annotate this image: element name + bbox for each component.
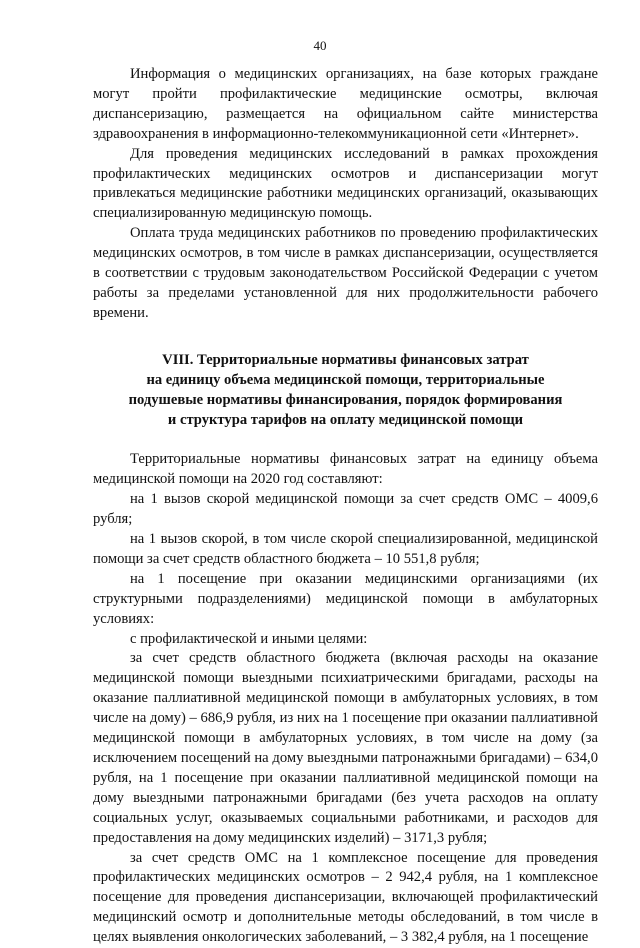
intro-paragraph-1: Информация о медицинских организациях, на базе которых граждане могут пройти профилактические медицинские осмотры, включая диспансеризацию, размещается на официальном сайте министерства здравоохранения в информационно-телекоммуникационной сети «Интернет». — [93, 66, 598, 142]
body-paragraph-6: за счет средств областного бюджета (включая расходы на оказание медицинской помощи выездными психиатрическими бригадами, расходы на оказание паллиативной медицинской помощи в амбулаторных условиях, в том числе на дому) – 686,9 рубля, из них на 1 посещение при оказании паллиативной медицинской помощи в амбулаторных условиях, в том числе на дому (за исключением посещений на дому выездными патронажными бригадами) – 634,0 рубля, на 1 посещение при оказании паллиативной медицинской помощи на дому выездными патронажными бригадами (без учета расходов на оплату социальных услуг, оказываемых социальными работниками, и расходов для предоставления на дому медицинских изделий) – 3171,3 рубля; — [93, 650, 598, 846]
body-paragraph-4: на 1 посещение при оказании медицинскими организациями (их структурными подразделениями) медицинской помощи в амбулаторных условиях: — [93, 570, 598, 627]
intro-paragraph-2: Для проведения медицинских исследований в рамках прохождения профилактических медицинских осмотров и диспансеризации могут привлекаться медицинские работники медицинских организаций, оказывающих специализированную медицинскую помощь. — [93, 145, 598, 222]
intro-paragraph-3: Оплата труда медицинских работников по проведению профилактических медицинских осмотров, в том числе в рамках диспансеризации, осуществляется в соответствии с трудовым законодательством Российской Федерации с учетом работы за пределами установленной для них продолжительности рабочего времени. — [93, 225, 598, 321]
section-heading-line-3: подушевые нормативы финансирования, порядок формирования — [128, 391, 563, 408]
document-body — [93, 65, 598, 948]
section-heading-line-2: на единицу объема медицинской помощи, территориальные — [146, 371, 545, 388]
body-paragraph-5: с профилактической и иными целями: — [130, 630, 368, 647]
page-number: 40 — [313, 38, 327, 53]
section-heading — [93, 351, 598, 431]
body-paragraph-2: на 1 вызов скорой медицинской помощи за счет средств ОМС – 4009,6 рубля; — [93, 491, 598, 528]
body-paragraph-1: Территориальные нормативы финансовых затрат на единицу объема медицинской помощи на 2020 год составляют: — [93, 451, 598, 488]
body-paragraph-7: за счет средств ОМС на 1 комплексное посещение для проведения профилактических медицинских осмотров – 2 942,4 рубля, на 1 комплексное посещение для проведения диспансеризации, включающей профилактический медицинский осмотр и дополнительные методы обследований, в том числе в целях выявления онкологических заболеваний, – 3 382,4 рубля, на 1 посещение — [93, 849, 598, 946]
section-heading-line-1: VIII. Территориальные нормативы финансовых затрат — [162, 351, 529, 368]
section-heading-line-4: и структура тарифов на оплату медицинской помощи — [167, 411, 524, 428]
body-paragraph-3: на 1 вызов скорой, в том числе скорой специализированной, медицинской помощи за счет средств областного бюджета – 10 551,8 рубля; — [93, 531, 598, 567]
